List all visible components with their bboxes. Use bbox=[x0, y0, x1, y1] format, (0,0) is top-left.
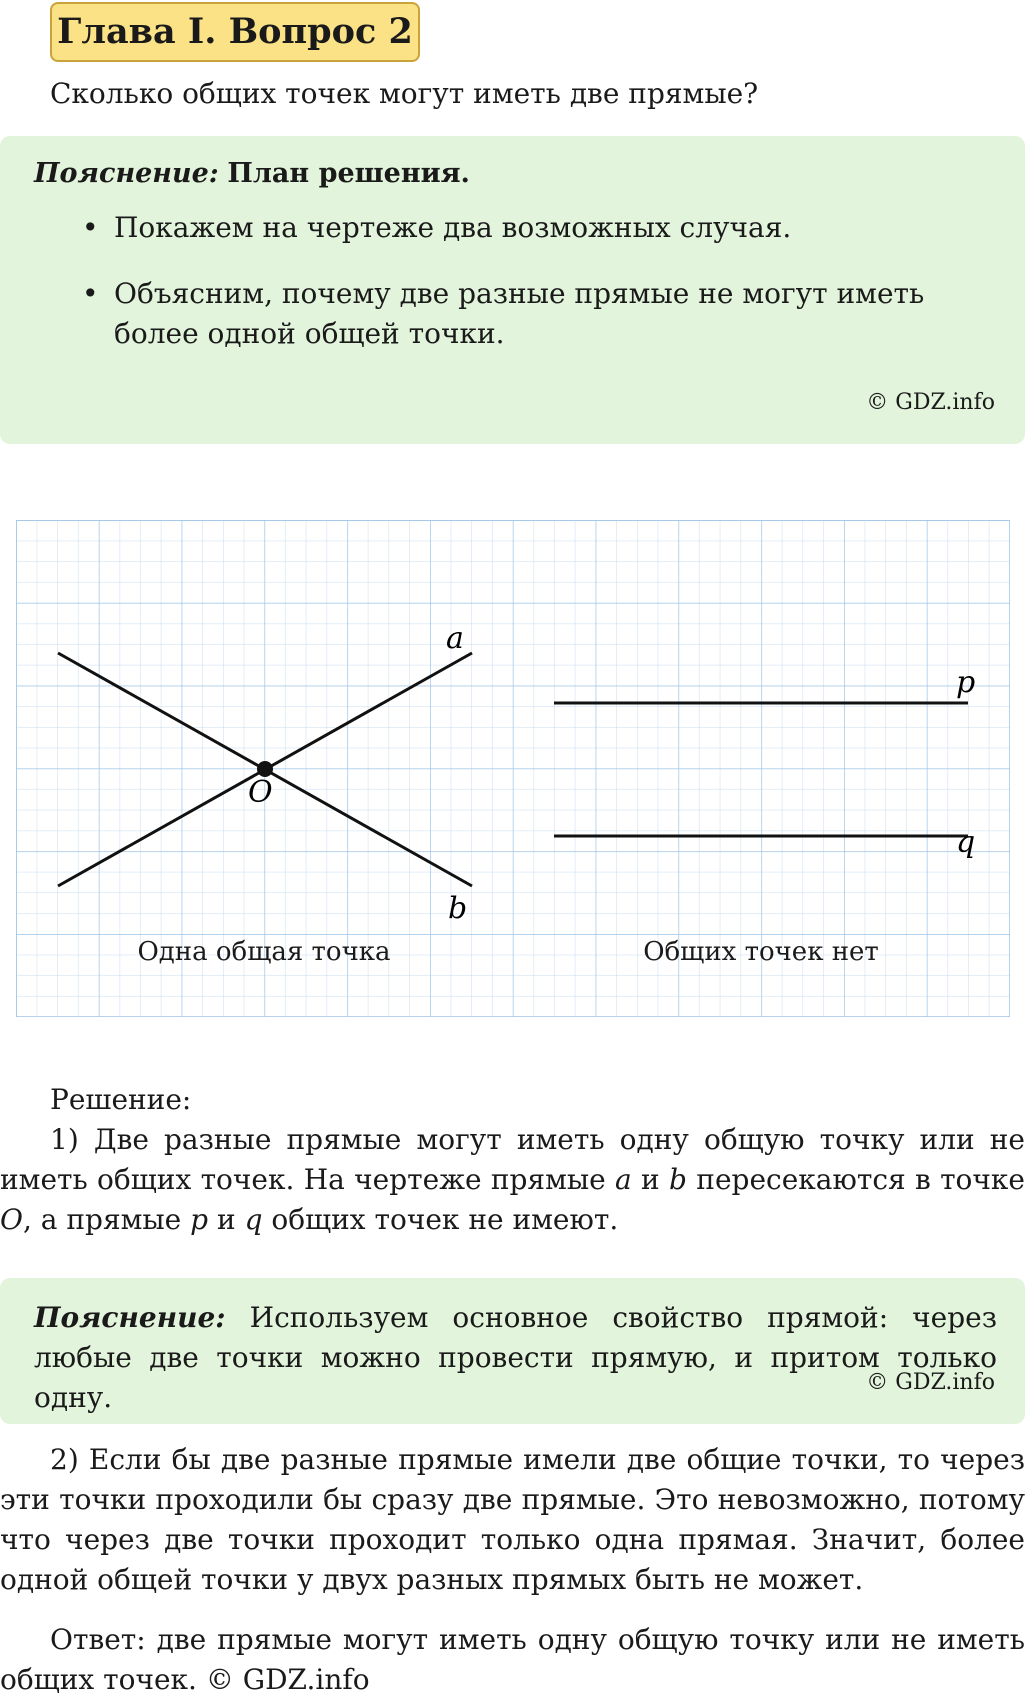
copyright-note: © GDZ.info bbox=[866, 390, 995, 415]
var-q: q bbox=[244, 1203, 263, 1236]
var-p: p bbox=[190, 1203, 209, 1236]
solution-heading: Решение: bbox=[50, 1083, 192, 1116]
label-a: a bbox=[446, 621, 464, 656]
plan-item: • Покажем на чертеже два возможных случая. bbox=[34, 208, 997, 248]
copyright-note: © GDZ.info bbox=[866, 1370, 995, 1395]
caption-no-points: Общих точек нет bbox=[643, 937, 879, 967]
solution-part-2 bbox=[0, 1440, 1025, 1700]
lines-drawing bbox=[16, 520, 1010, 1017]
label-p: p bbox=[956, 665, 976, 700]
solution-paragraph-2: 2) Если бы две разные прямые имели две общие точки, то через эти точки проходили бы сразу две прямые. Это невозможно, потому что через две точки проходит только одна прямая. Значит, более одной общей точки у двух разных прямых быть не может. bbox=[0, 1443, 1025, 1596]
copyright-note: © GDZ.info bbox=[205, 1663, 370, 1696]
explanation-label: Пояснение: bbox=[34, 1301, 226, 1334]
var-a: a bbox=[615, 1163, 632, 1196]
explanation-property-text: Пояснение: Используем основное свойство прямой: через любые две точки можно провести прямую, и притом только одну. bbox=[34, 1301, 997, 1414]
explanation-heading bbox=[34, 154, 997, 194]
solution-part-1 bbox=[0, 1080, 1025, 1240]
label-o: O bbox=[248, 775, 273, 810]
plan-list bbox=[34, 208, 997, 354]
var-o: O bbox=[0, 1203, 23, 1236]
question-text: Сколько общих точек могут иметь две прямые? bbox=[50, 77, 759, 110]
explanation-box-plan bbox=[0, 136, 1025, 444]
label-b: b bbox=[448, 891, 468, 926]
page-title: Глава I. Вопрос 2 bbox=[50, 2, 420, 62]
solution-paragraph-1: 1) Две разные прямые могут иметь одну общую точку или не иметь общих точек. На чертеже прямые a и b пересекаются в точке O, а прямые p и q общих точек не имеют. bbox=[0, 1123, 1025, 1236]
explanation-label: Пояснение: bbox=[34, 158, 219, 189]
var-b: b bbox=[669, 1163, 687, 1196]
answer: Ответ: две прямые могут иметь одну общую точку или не иметь общих точек. © GDZ.info bbox=[0, 1623, 1025, 1696]
plan-heading: План решения. bbox=[227, 158, 470, 189]
figure-lines bbox=[16, 520, 1010, 1017]
caption-one-point: Одна общая точка bbox=[137, 937, 391, 967]
plan-item: • Объясним, почему две разные прямые не могут иметь более одной общей точки. bbox=[34, 274, 997, 354]
label-q: q bbox=[956, 825, 976, 860]
explanation-box-property bbox=[0, 1278, 1025, 1424]
